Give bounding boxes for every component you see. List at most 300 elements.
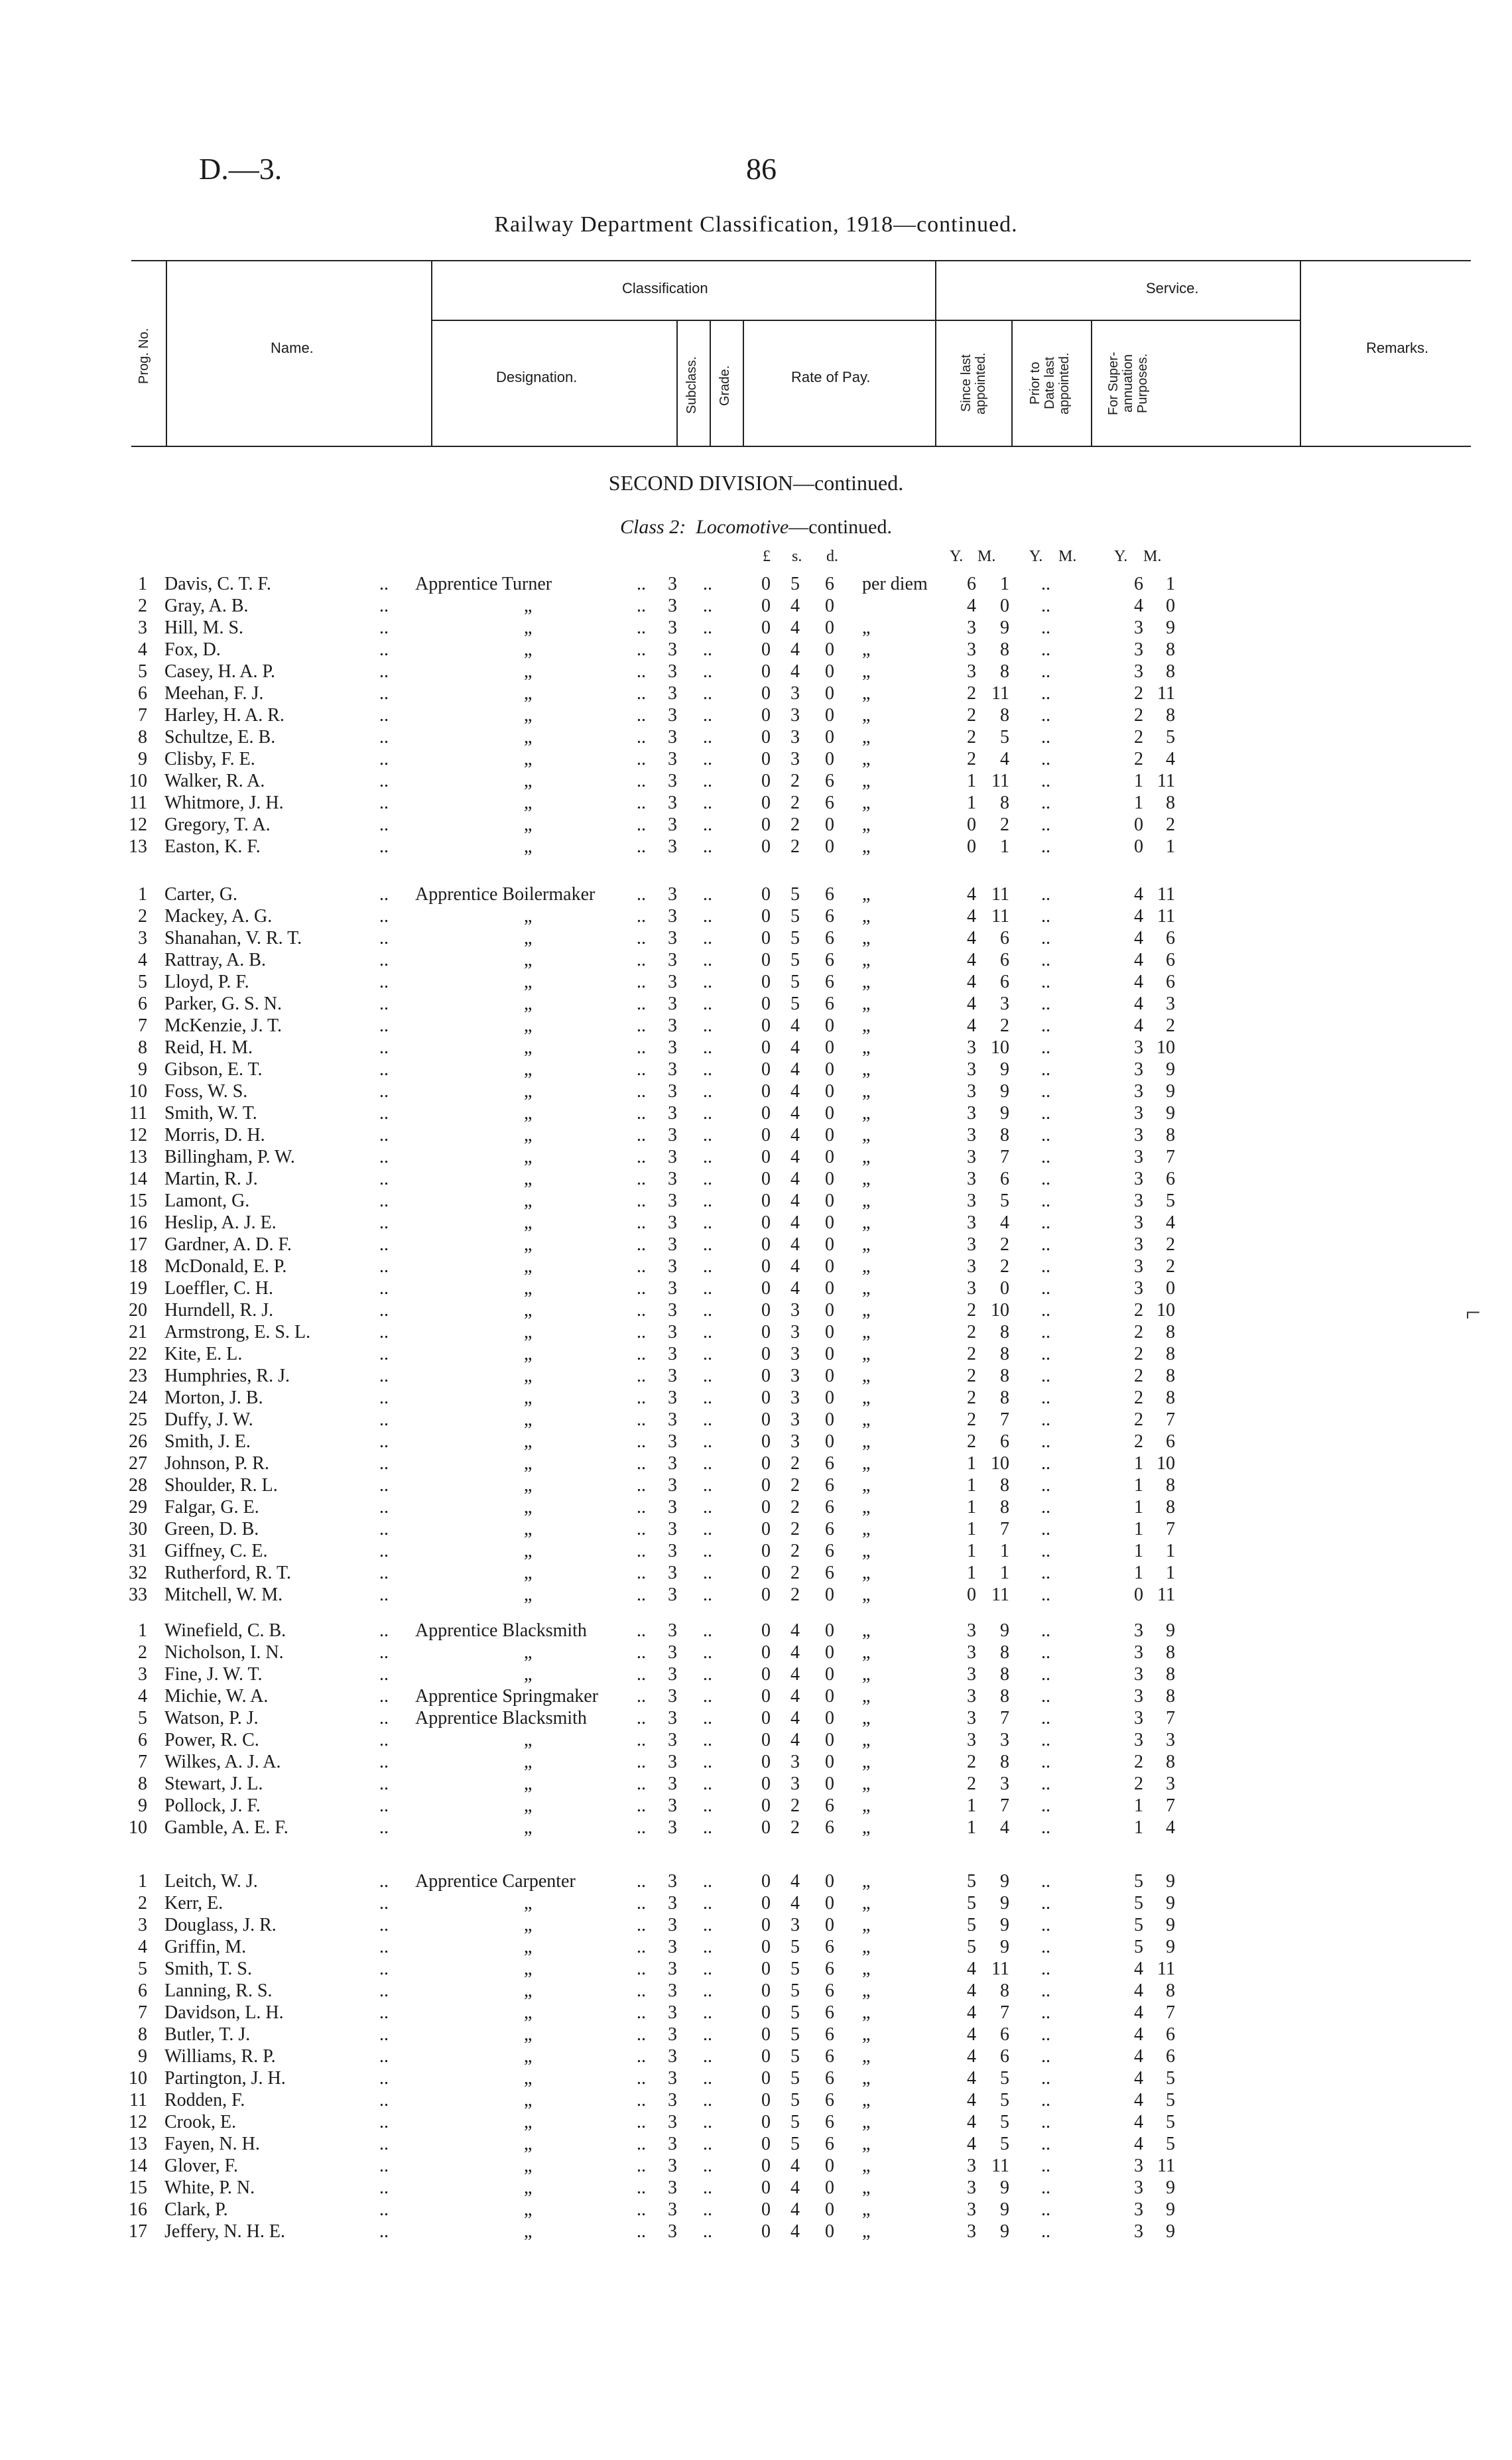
super-months: 5 [1166, 2090, 1175, 2110]
super-months: 9 [1166, 1059, 1175, 1080]
leader-dots: .. [379, 1774, 389, 1794]
leader-dots: .. [1041, 1664, 1050, 1685]
leader-dots: .. [1041, 1256, 1050, 1277]
table-row [0, 1190, 1512, 1212]
employee-name: Smith, T. S. [164, 1959, 253, 1979]
subclass-value: 3 [668, 2156, 677, 2176]
leader-dots: .. [379, 1212, 389, 1233]
super-years: 3 [1134, 617, 1143, 638]
employee-name: Partington, J. H. [164, 2068, 286, 2089]
service-months: 8 [1000, 793, 1009, 813]
leader-dots: .. [379, 705, 389, 726]
pay-pounds: 0 [761, 2134, 771, 2154]
employee-name: Lanning, R. S. [164, 1980, 273, 2001]
pay-pence: 0 [825, 1125, 834, 1145]
leader-dots: .. [1041, 950, 1050, 970]
designation-value: „ [524, 1191, 533, 1211]
prog-no: 14 [129, 2156, 147, 2176]
prog-no: 1 [138, 884, 147, 905]
table-row [0, 927, 1512, 949]
leader-dots: .. [637, 617, 646, 638]
leader-dots: .. [637, 906, 646, 927]
service-years: 3 [967, 1278, 976, 1299]
super-months: 8 [1166, 793, 1175, 813]
prog-no: 24 [129, 1388, 147, 1408]
table-row [0, 1795, 1512, 1817]
leader-dots: .. [379, 836, 389, 857]
service-years: 4 [967, 906, 976, 927]
service-years: 3 [967, 1191, 976, 1211]
super-years: 2 [1134, 1388, 1143, 1408]
service-years: 2 [967, 1388, 976, 1408]
service-years: 4 [967, 2068, 976, 2089]
table-row [0, 770, 1512, 792]
leader-dots: .. [637, 1169, 646, 1189]
leader-dots: .. [637, 1409, 646, 1430]
super-years: 3 [1134, 2177, 1143, 2198]
leader-dots: .. [637, 596, 646, 616]
leader-dots: .. [1041, 1103, 1050, 1124]
leader-dots: .. [703, 1322, 712, 1342]
leader-dots: .. [1041, 1893, 1050, 1913]
pay-pounds: 0 [761, 2156, 771, 2176]
super-months: 6 [1166, 2046, 1175, 2067]
designation-value: „ [524, 836, 533, 857]
pay-pounds: 0 [761, 1300, 771, 1321]
table-row [0, 949, 1512, 971]
leader-dots: .. [703, 928, 712, 948]
service-months: 9 [1000, 2177, 1009, 2198]
pay-shillings: 4 [790, 1212, 800, 1233]
pay-pounds: 0 [761, 705, 771, 726]
pay-period: „ [862, 1059, 871, 1080]
designation-value: „ [524, 1730, 533, 1750]
prog-no: 4 [138, 639, 147, 660]
leader-dots: .. [1041, 1563, 1050, 1583]
service-years: 4 [967, 2024, 976, 2045]
prog-no: 4 [138, 1686, 147, 1707]
leader-dots: .. [637, 1937, 646, 1957]
pay-pence: 0 [825, 1388, 834, 1408]
pay-pounds: 0 [761, 972, 771, 992]
service-months: 8 [1000, 1497, 1009, 1518]
super-years: 3 [1134, 1620, 1143, 1641]
leader-dots: .. [1041, 1980, 1050, 2001]
pay-pence: 6 [825, 1980, 834, 2001]
pay-period: „ [862, 1563, 871, 1583]
super-months: 7 [1166, 1519, 1175, 1539]
leader-dots: .. [379, 2134, 389, 2154]
unit-shillings: s. [792, 548, 802, 565]
class-label: Class 2: [620, 516, 686, 538]
pay-period: „ [862, 727, 871, 747]
employee-name: Mackey, A. G. [164, 906, 273, 927]
service-years: 4 [967, 1959, 976, 1979]
leader-dots: .. [637, 683, 646, 704]
prog-no: 5 [138, 972, 147, 992]
pay-period: „ [862, 1191, 871, 1211]
leader-dots: .. [1041, 2068, 1050, 2089]
super-years: 3 [1134, 1081, 1143, 1102]
leader-dots: .. [1041, 1015, 1050, 1036]
prog-no: 25 [129, 1409, 147, 1430]
subclass-value: 3 [668, 2046, 677, 2067]
leader-dots: .. [379, 906, 389, 927]
table-row [0, 971, 1512, 993]
prog-no: 2 [138, 1893, 147, 1913]
designation-value: „ [524, 1169, 533, 1189]
col-grade: Grade. [718, 365, 732, 406]
service-years: 1 [967, 1475, 976, 1496]
service-years: 5 [967, 1937, 976, 1957]
super-months: 2 [1166, 814, 1175, 835]
service-years: 1 [967, 793, 976, 813]
designation-value: „ [524, 617, 533, 638]
designation-value: „ [524, 1147, 533, 1167]
pay-pounds: 0 [761, 2068, 771, 2089]
super-months: 6 [1166, 950, 1175, 970]
subclass-value: 3 [668, 994, 677, 1014]
pay-pounds: 0 [761, 2024, 771, 2045]
service-months: 9 [1000, 1059, 1009, 1080]
pay-shillings: 5 [790, 2134, 800, 2154]
pay-pounds: 0 [761, 836, 771, 857]
employee-name: Griffin, M. [164, 1937, 247, 1957]
table-row [0, 639, 1512, 661]
leader-dots: .. [379, 1037, 389, 1058]
pay-period: „ [862, 994, 871, 1014]
employee-name: Shanahan, V. R. T. [164, 928, 302, 948]
super-months: 1 [1166, 574, 1175, 594]
table-row [0, 836, 1512, 858]
service-years: 3 [967, 2199, 976, 2220]
table-row [0, 1256, 1512, 1277]
subclass-value: 3 [668, 1686, 677, 1707]
super-years: 4 [1134, 950, 1143, 970]
super-years: 5 [1134, 1893, 1143, 1913]
table-row [0, 1584, 1512, 1606]
leader-dots: .. [1041, 2134, 1050, 2154]
pay-shillings: 5 [790, 2090, 800, 2110]
pay-shillings: 5 [790, 994, 800, 1014]
pay-shillings: 3 [790, 1409, 800, 1430]
super-years: 4 [1134, 1980, 1143, 2001]
leader-dots: .. [1041, 596, 1050, 616]
super-years: 3 [1134, 1103, 1143, 1124]
table-row [0, 1980, 1512, 2002]
service-months: 9 [1000, 1081, 1009, 1102]
service-years: 2 [967, 727, 976, 747]
employee-name: Power, R. C. [164, 1730, 259, 1750]
subclass-value: 3 [668, 1959, 677, 1979]
pay-pounds: 0 [761, 1344, 771, 1364]
prog-no: 5 [138, 661, 147, 682]
designation-value: „ [524, 1278, 533, 1299]
table-header [131, 260, 1471, 447]
service-years: 3 [967, 1169, 976, 1189]
leader-dots: .. [637, 1081, 646, 1102]
designation-value: „ [524, 2090, 533, 2110]
prog-no: 18 [129, 1256, 147, 1277]
pay-period: „ [862, 1664, 871, 1685]
pay-pounds: 0 [761, 1664, 771, 1685]
pay-pence: 6 [825, 884, 834, 905]
table-row [0, 2002, 1512, 2024]
service-months: 8 [1000, 1980, 1009, 2001]
super-months: 3 [1166, 1730, 1175, 1750]
service-months: 3 [1000, 1774, 1009, 1794]
prog-no: 11 [129, 2090, 147, 2110]
employee-name: Winefield, C. B. [164, 1620, 286, 1641]
pay-pence: 6 [825, 1453, 834, 1474]
service-months: 9 [1000, 1871, 1009, 1892]
leader-dots: .. [379, 1871, 389, 1892]
super-months: 8 [1166, 1752, 1175, 1772]
leader-dots: .. [379, 1752, 389, 1772]
employee-name: McDonald, E. P. [164, 1256, 287, 1277]
leader-dots: .. [379, 771, 389, 791]
service-years: 3 [967, 2221, 976, 2242]
pay-pence: 0 [825, 1730, 834, 1750]
employee-name: Duffy, J. W. [164, 1409, 253, 1430]
prog-no: 14 [129, 1169, 147, 1189]
service-months: 8 [1000, 1752, 1009, 1772]
leader-dots: .. [637, 2221, 646, 2242]
unit-pence: d. [826, 548, 838, 565]
super-years: 3 [1134, 639, 1143, 660]
pay-period: „ [862, 793, 871, 813]
employee-name: Billingham, P. W. [164, 1147, 295, 1167]
prog-no: 15 [129, 1191, 147, 1211]
leader-dots: .. [379, 1541, 389, 1561]
leader-dots: .. [637, 2112, 646, 2132]
super-years: 4 [1134, 2068, 1143, 2089]
leader-dots: .. [637, 2002, 646, 2023]
super-months: 5 [1166, 2134, 1175, 2154]
service-months: 11 [991, 2156, 1009, 2176]
super-years: 2 [1134, 683, 1143, 704]
pay-pence: 0 [825, 1708, 834, 1728]
leader-dots: .. [703, 596, 712, 616]
leader-dots: .. [379, 1893, 389, 1913]
leader-dots: .. [703, 836, 712, 857]
super-years: 3 [1134, 1708, 1143, 1728]
leader-dots: .. [703, 2002, 712, 2023]
super-years: 1 [1134, 1497, 1143, 1518]
leader-dots: .. [703, 2156, 712, 2176]
subclass-value: 3 [668, 1081, 677, 1102]
designation-value: „ [524, 1256, 533, 1277]
leader-dots: .. [703, 1795, 712, 1816]
employee-name: Morton, J. B. [164, 1388, 263, 1408]
leader-dots: .. [1041, 1475, 1050, 1496]
pay-shillings: 5 [790, 906, 800, 927]
subclass-value: 3 [668, 2177, 677, 2198]
super-years: 3 [1134, 1642, 1143, 1663]
pay-pence: 0 [825, 1103, 834, 1124]
pay-pounds: 0 [761, 727, 771, 747]
pay-period: „ [862, 814, 871, 835]
leader-dots: .. [379, 2177, 389, 2198]
table-row [0, 1277, 1512, 1299]
leader-dots: .. [379, 1344, 389, 1364]
employee-name: Clisby, F. E. [164, 749, 255, 769]
service-years: 0 [967, 814, 976, 835]
leader-dots: .. [637, 2177, 646, 2198]
super-years: 2 [1134, 705, 1143, 726]
col-name: Name. [271, 340, 314, 356]
leader-dots: .. [379, 1563, 389, 1583]
pay-period: per diem [862, 574, 928, 594]
subclass-value: 3 [668, 1431, 677, 1452]
service-years: 2 [967, 1431, 976, 1452]
service-years: 4 [967, 2134, 976, 2154]
super-years: 5 [1134, 1915, 1143, 1935]
subclass-value: 3 [668, 2002, 677, 2023]
table-row [0, 1751, 1512, 1773]
super-months: 7 [1166, 1795, 1175, 1816]
pay-pounds: 0 [761, 2090, 771, 2110]
leader-dots: .. [379, 1817, 389, 1838]
designation-value: „ [524, 2134, 533, 2154]
prog-no: 2 [138, 906, 147, 927]
prog-no: 5 [138, 1708, 147, 1728]
leader-dots: .. [703, 2134, 712, 2154]
table-row [0, 1015, 1512, 1037]
pay-period: „ [862, 2112, 871, 2132]
leader-dots: .. [637, 1366, 646, 1386]
prog-no: 11 [129, 1103, 147, 1124]
service-years: 3 [967, 1234, 976, 1255]
leader-dots: .. [703, 1059, 712, 1080]
super-years: 0 [1134, 836, 1143, 857]
leader-dots: .. [1041, 2156, 1050, 2176]
super-months: 11 [1157, 771, 1175, 791]
leader-dots: .. [1041, 1708, 1050, 1728]
prog-no: 6 [138, 994, 147, 1014]
designation-value: „ [524, 1037, 533, 1058]
pay-pence: 6 [825, 771, 834, 791]
designation-value: „ [524, 661, 533, 682]
pay-period: „ [862, 928, 871, 948]
employee-name: Martin, R. J. [164, 1169, 258, 1189]
prog-no: 9 [138, 1059, 147, 1080]
service-months: 5 [1000, 2090, 1009, 2110]
table-row [0, 1168, 1512, 1190]
super-months: 10 [1157, 1037, 1175, 1058]
service-months: 5 [1000, 727, 1009, 747]
prog-no: 10 [129, 1817, 147, 1838]
table-row [0, 1642, 1512, 1663]
leader-dots: .. [637, 1278, 646, 1299]
pay-pounds: 0 [761, 1959, 771, 1979]
leader-dots: .. [703, 727, 712, 747]
prog-no: 6 [138, 1980, 147, 2001]
designation-value: „ [524, 1300, 533, 1321]
pay-pence: 0 [825, 1366, 834, 1386]
pay-pounds: 0 [761, 884, 771, 905]
leader-dots: .. [637, 1795, 646, 1816]
pay-pence: 0 [825, 617, 834, 638]
service-years: 4 [967, 2112, 976, 2132]
pay-pounds: 0 [761, 1388, 771, 1408]
super-months: 6 [1166, 928, 1175, 948]
service-years: 3 [967, 1642, 976, 1663]
leader-dots: .. [1041, 639, 1050, 660]
prog-no: 13 [129, 836, 147, 857]
super-years: 4 [1134, 2134, 1143, 2154]
prog-no: 9 [138, 749, 147, 769]
col-for-super: For Super- annuation Purposes. [1106, 352, 1150, 415]
designation-value: „ [524, 1642, 533, 1663]
leader-dots: .. [637, 1774, 646, 1794]
designation-value: „ [524, 2002, 533, 2023]
super-months: 4 [1166, 749, 1175, 769]
leader-dots: .. [703, 1730, 712, 1750]
pay-pence: 6 [825, 1795, 834, 1816]
employee-name: Butler, T. J. [164, 2024, 251, 2045]
super-years: 4 [1134, 596, 1143, 616]
pay-shillings: 3 [790, 1344, 800, 1364]
leader-dots: .. [637, 1817, 646, 1838]
pay-shillings: 3 [790, 1366, 800, 1386]
pay-pence: 0 [825, 2156, 834, 2176]
prog-no: 6 [138, 683, 147, 704]
designation-value: „ [524, 1664, 533, 1685]
subclass-value: 3 [668, 1475, 677, 1496]
leader-dots: .. [703, 1147, 712, 1167]
pay-shillings: 2 [790, 1497, 800, 1518]
leader-dots: .. [379, 1708, 389, 1728]
leader-dots: .. [637, 1234, 646, 1255]
service-years: 2 [967, 1752, 976, 1772]
employee-name: Parker, G. S. N. [164, 994, 282, 1014]
prog-no: 29 [129, 1497, 147, 1518]
super-years: 4 [1134, 2024, 1143, 2045]
service-years: 5 [967, 1915, 976, 1935]
subclass-value: 3 [668, 950, 677, 970]
designation-value: „ [524, 1453, 533, 1474]
leader-dots: .. [379, 2090, 389, 2110]
subclass-value: 3 [668, 2068, 677, 2089]
service-years: 4 [967, 950, 976, 970]
pay-pounds: 0 [761, 906, 771, 927]
service-years: 1 [967, 1563, 976, 1583]
leader-dots: .. [703, 1015, 712, 1036]
service-months: 8 [1000, 1475, 1009, 1496]
leader-dots: .. [637, 1980, 646, 2001]
super-months: 8 [1166, 1686, 1175, 1707]
leader-dots: .. [1041, 1081, 1050, 1102]
pay-shillings: 4 [790, 1893, 800, 1913]
leader-dots: .. [703, 1871, 712, 1892]
service-years: 3 [967, 1708, 976, 1728]
super-months: 0 [1166, 596, 1175, 616]
leader-dots: .. [703, 1103, 712, 1124]
pay-period: „ [862, 1497, 871, 1518]
leader-dots: .. [1041, 2046, 1050, 2067]
subclass-value: 3 [668, 2024, 677, 2045]
leader-dots: .. [1041, 771, 1050, 791]
col-subclass: Subclass. [684, 356, 699, 415]
designation-value: „ [524, 727, 533, 747]
service-years: 2 [967, 1366, 976, 1386]
leader-dots: .. [1041, 574, 1050, 594]
leader-dots: .. [379, 1937, 389, 1957]
pay-pence: 0 [825, 2177, 834, 2198]
table-row [0, 1773, 1512, 1795]
leader-dots: .. [637, 1959, 646, 1979]
